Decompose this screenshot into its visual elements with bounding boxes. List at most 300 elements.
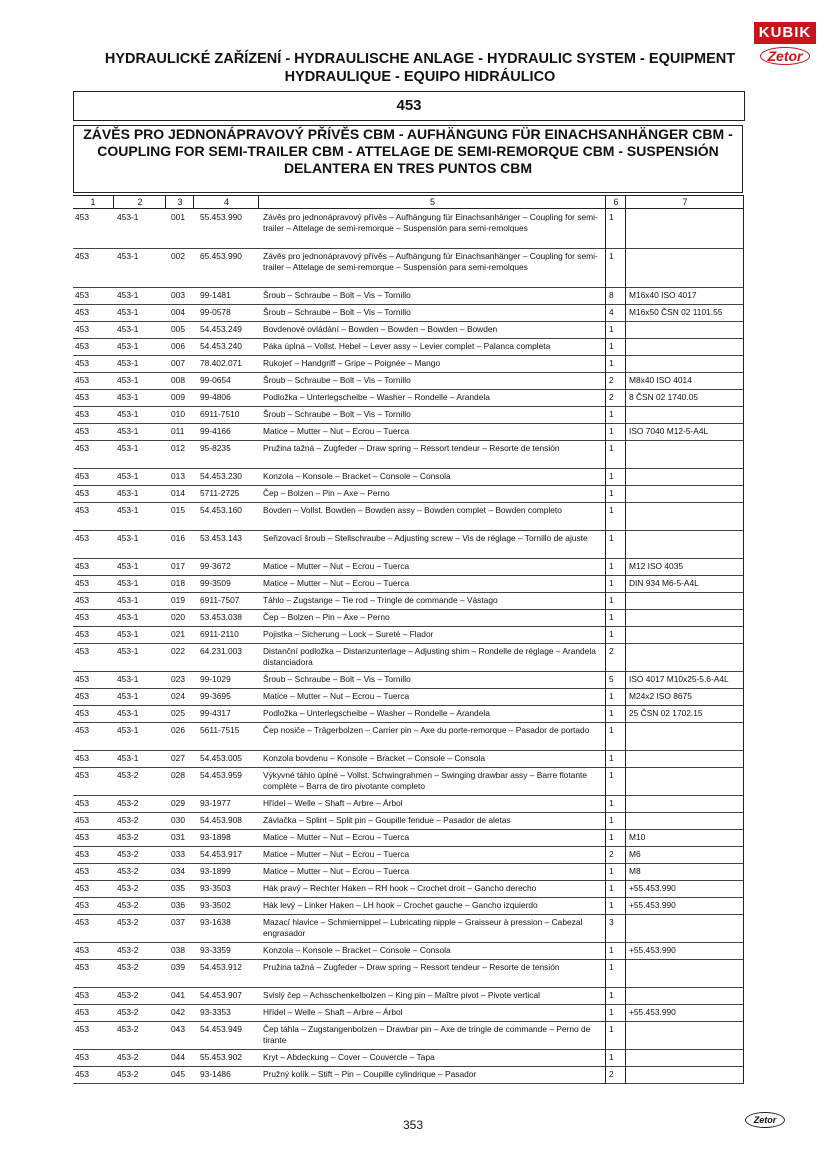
table-row — [73, 356, 743, 373]
cell-c5: Matice – Mutter – Nut – Ecrou – Tuerca — [263, 866, 410, 876]
cell-c5: Pružný kolík – Stift – Pin – Coupille cylindrique – Pasador — [263, 1069, 477, 1079]
cell-c5: Závěs pro jednonápravový přívěs – Aufhängung für Einachsanhänger – Coupling for semi-trailer – Attelage de semi-remorque – Suspensión para semi-remolques — [263, 251, 598, 272]
cell-c1: 453 — [75, 426, 89, 436]
cell-c3: 013 — [171, 471, 185, 481]
cell-c6: 1 — [609, 900, 614, 910]
cell-c5: Podložka – Unterlegscheibe – Washer – Rondelle – Arandela — [263, 708, 490, 718]
cell-c3: 004 — [171, 307, 185, 317]
cell-c3: 018 — [171, 578, 185, 588]
cell-c7: M8 — [629, 866, 641, 876]
table-row — [73, 864, 743, 881]
cell-c1: 453 — [75, 290, 89, 300]
table-row — [73, 898, 743, 915]
cell-c6: 1 — [609, 708, 614, 718]
cell-c1: 453 — [75, 753, 89, 763]
cell-c1: 453 — [75, 324, 89, 334]
table-row — [73, 407, 743, 424]
cell-c3: 007 — [171, 358, 185, 368]
table-row — [73, 305, 743, 322]
cell-c5: Matice – Mutter – Nut – Ecrou – Tuerca — [263, 691, 410, 701]
cell-c3: 009 — [171, 392, 185, 402]
cell-c4: 99-4166 — [200, 426, 231, 436]
cell-c7: ISO 7040 M12-5-A4L — [629, 426, 709, 436]
cell-c1: 453 — [75, 962, 89, 972]
cell-c7: M16x50 ČSN 02 1101.55 — [629, 307, 723, 317]
cell-c2: 453-1 — [117, 471, 139, 481]
table-row — [73, 373, 743, 390]
cell-c4: 99-1029 — [200, 674, 231, 684]
cell-c2: 453-1 — [117, 290, 139, 300]
cell-c4: 99-4806 — [200, 392, 231, 402]
table-row — [73, 322, 743, 339]
cell-c4: 54.453.959 — [200, 770, 242, 780]
cell-c1: 453 — [75, 1052, 89, 1062]
cell-c3: 022 — [171, 646, 185, 656]
cell-c5: Konzola – Konsole – Bracket – Console – Consola — [263, 945, 451, 955]
cell-c2: 453-1 — [117, 307, 139, 317]
cell-c3: 017 — [171, 561, 185, 571]
cell-c5: Podložka – Unterlegscheibe – Washer – Rondelle – Arandela — [263, 392, 490, 402]
cell-c4: 65.453.990 — [200, 251, 242, 261]
cell-c2: 453-1 — [117, 612, 139, 622]
cell-c3: 042 — [171, 1007, 185, 1017]
cell-c6: 1 — [609, 533, 614, 543]
cell-c7: DIN 934 M6-5-A4L — [629, 578, 699, 588]
cell-c5: Čep – Bolzen – Pin – Axe – Perno — [263, 488, 390, 498]
cell-c4: 93-1898 — [200, 832, 231, 842]
table-row — [73, 723, 743, 751]
cell-c5: Páka úplná – Vollst. Hebel – Lever assy – Levier complet – Palanca completa — [263, 341, 551, 351]
page-header-title — [95, 50, 745, 86]
cell-c1: 453 — [75, 691, 89, 701]
cell-c6: 1 — [609, 1007, 614, 1017]
table-row — [73, 1067, 743, 1084]
table-row — [73, 469, 743, 486]
cell-c1: 453 — [75, 1069, 89, 1079]
cell-c2: 453-1 — [117, 443, 139, 453]
cell-c6: 1 — [609, 945, 614, 955]
cell-c4: 53.453.143 — [200, 533, 242, 543]
cell-c1: 453 — [75, 409, 89, 419]
table-row — [73, 915, 743, 943]
cell-c4: 99-3509 — [200, 578, 231, 588]
cell-c4: 54.453.240 — [200, 341, 242, 351]
cell-c1: 453 — [75, 849, 89, 859]
cell-c3: 028 — [171, 770, 185, 780]
table-row — [73, 503, 743, 531]
cell-c5: Bovden – Vollst. Bowden – Bowden assy – Bowden complet – Bowden completo — [263, 505, 562, 515]
table-row — [73, 486, 743, 503]
cell-c1: 453 — [75, 251, 89, 261]
cell-c4: 93-1486 — [200, 1069, 231, 1079]
cell-c2: 453-2 — [117, 883, 139, 893]
cell-c5: Pojistka – Sicherung – Lock – Sureté – Flador — [263, 629, 434, 639]
subtitle-line2: COUPLING FOR SEMI-TRAILER CBM - ATTELAGE DE SEMI-REMORQUE CBM - SUSPENSIÓN — [97, 143, 719, 159]
cell-c2: 453-1 — [117, 341, 139, 351]
table-row — [73, 847, 743, 864]
cell-c1: 453 — [75, 832, 89, 842]
cell-c6: 1 — [609, 691, 614, 701]
cell-c5: Seřizovací šroub – Stellschraube – Adjusting screw – Vis de réglage – Tornillo de ajuste — [263, 533, 588, 543]
table-row — [73, 796, 743, 813]
cell-c4: 5611-7515 — [200, 725, 240, 735]
cell-c5: Šroub – Schraube – Bolt – Vis – Tornillo — [263, 307, 411, 317]
cell-c6: 1 — [609, 251, 614, 261]
cell-c1: 453 — [75, 945, 89, 955]
cell-c5: Kryt – Abdeckung – Cover – Couvercle – Tapa — [263, 1052, 435, 1062]
cell-c5: Šroub – Schraube – Bolt – Vis – Tornillo — [263, 375, 411, 385]
table-row — [73, 943, 743, 960]
cell-c3: 021 — [171, 629, 185, 639]
cell-c2: 453-2 — [117, 849, 139, 859]
cell-c3: 020 — [171, 612, 185, 622]
cell-c5: Čep nosiče – Trägerbolzen – Carrier pin – Axe du porte-remorque – Pasador de portado — [263, 725, 590, 735]
cell-c3: 006 — [171, 341, 185, 351]
cell-c3: 026 — [171, 725, 185, 735]
table-row — [73, 288, 743, 305]
cell-c5: Mazací hlavice – Schmiernippel – Lubricating nipple – Graisseur à pression – Cabezal engrasador — [263, 917, 583, 938]
cell-c1: 453 — [75, 578, 89, 588]
cell-c1: 453 — [75, 488, 89, 498]
cell-c1: 453 — [75, 358, 89, 368]
cell-c2: 453-2 — [117, 815, 139, 825]
cell-c2: 453-1 — [117, 409, 139, 419]
cell-c7: M12 ISO 4035 — [629, 561, 684, 571]
cell-c3: 031 — [171, 832, 185, 842]
cell-c1: 453 — [75, 595, 89, 605]
cell-c5: Matice – Mutter – Nut – Ecrou – Tuerca — [263, 849, 410, 859]
cell-c3: 037 — [171, 917, 185, 927]
cell-c4: 54.453.160 — [200, 505, 242, 515]
cell-c7: 8 ČSN 02 1740.05 — [629, 392, 698, 402]
cell-c3: 043 — [171, 1024, 185, 1034]
cell-c1: 453 — [75, 900, 89, 910]
cell-c3: 035 — [171, 883, 185, 893]
cell-c7: +55.453.990 — [629, 945, 676, 955]
cell-c4: 93-3353 — [200, 1007, 231, 1017]
cell-c2: 453-1 — [117, 375, 139, 385]
table-row — [73, 390, 743, 407]
cell-c3: 011 — [171, 426, 185, 436]
cell-c1: 453 — [75, 815, 89, 825]
cell-c6: 2 — [609, 375, 614, 385]
cell-c6: 1 — [609, 866, 614, 876]
column-rule — [743, 195, 744, 1084]
cell-c2: 453-1 — [117, 578, 139, 588]
cell-c1: 453 — [75, 505, 89, 515]
cell-c2: 453-1 — [117, 629, 139, 639]
cell-c5: Matice – Mutter – Nut – Ecrou – Tuerca — [263, 578, 410, 588]
cell-c3: 038 — [171, 945, 185, 955]
section-number: 453 — [73, 91, 745, 121]
cell-c2: 453-2 — [117, 1069, 139, 1079]
col-header-1: 1 — [90, 197, 96, 207]
cell-c5: Matice – Mutter – Nut – Ecrou – Tuerca — [263, 561, 410, 571]
cell-c1: 453 — [75, 1007, 89, 1017]
cell-c6: 1 — [609, 488, 614, 498]
cell-c2: 453-1 — [117, 505, 139, 515]
header-title-line1: HYDRAULICKÉ ZAŘÍZENÍ - HYDRAULISCHE ANLAGE - HYDRAULIC SYSTEM - EQUIPMENT — [104, 51, 736, 67]
cell-c3: 030 — [171, 815, 185, 825]
cell-c4: 54.453.249 — [200, 324, 242, 334]
cell-c2: 453-1 — [117, 324, 139, 334]
cell-c2: 453-2 — [117, 917, 139, 927]
cell-c2: 453-1 — [117, 358, 139, 368]
table-row — [73, 706, 743, 723]
cell-c5: Konzola – Konsole – Bracket – Console – Consola — [263, 471, 451, 481]
cell-c4: 95-8235 — [200, 443, 231, 453]
cell-c5: Bovdenové ovládání – Bowden – Bowden – Bowden – Bowden — [263, 324, 498, 334]
logo-sub: Zetor — [760, 47, 810, 65]
cell-c1: 453 — [75, 375, 89, 385]
cell-c1: 453 — [75, 798, 89, 808]
cell-c4: 55.453.990 — [200, 212, 242, 222]
table-row — [73, 424, 743, 441]
cell-c2: 453-1 — [117, 708, 139, 718]
cell-c1: 453 — [75, 1024, 89, 1034]
col-header-5: 5 — [258, 196, 606, 208]
cell-c6: 1 — [609, 629, 614, 639]
cell-c6: 1 — [609, 358, 614, 368]
cell-c2: 453-2 — [117, 798, 139, 808]
table-row — [73, 210, 743, 249]
cell-c7: +55.453.990 — [629, 883, 676, 893]
cell-c1: 453 — [75, 866, 89, 876]
cell-c1: 453 — [75, 725, 89, 735]
cell-c6: 1 — [609, 815, 614, 825]
footer-zetor-logo: Zetor — [745, 1112, 785, 1128]
cell-c3: 044 — [171, 1052, 185, 1062]
cell-c1: 453 — [75, 917, 89, 927]
table-row — [73, 1050, 743, 1067]
table-row — [73, 813, 743, 830]
cell-c2: 453-1 — [117, 646, 139, 656]
cell-c4: 54.453.917 — [200, 849, 242, 859]
cell-c5: Šroub – Schraube – Bolt – Vis – Tornillo — [263, 674, 411, 684]
cell-c2: 453-1 — [117, 212, 139, 222]
cell-c4: 99-3695 — [200, 691, 231, 701]
cell-c6: 2 — [609, 849, 614, 859]
cell-c6: 1 — [609, 505, 614, 515]
cell-c3: 001 — [171, 212, 185, 222]
cell-c2: 453-1 — [117, 674, 139, 684]
cell-c3: 045 — [171, 1069, 185, 1079]
cell-c3: 036 — [171, 900, 185, 910]
column-rule — [625, 195, 626, 1084]
section-subtitle — [73, 125, 743, 193]
table-row — [73, 610, 743, 627]
cell-c4: 54.453.908 — [200, 815, 242, 825]
cell-c6: 1 — [609, 770, 614, 780]
cell-c1: 453 — [75, 629, 89, 639]
cell-c1: 453 — [75, 770, 89, 780]
cell-c6: 1 — [609, 753, 614, 763]
cell-c6: 1 — [609, 443, 614, 453]
cell-c3: 012 — [171, 443, 185, 453]
table-row — [73, 689, 743, 706]
cell-c1: 453 — [75, 883, 89, 893]
cell-c4: 54.453.912 — [200, 962, 242, 972]
table-row — [73, 593, 743, 610]
cell-c7: +55.453.990 — [629, 900, 676, 910]
cell-c2: 453-1 — [117, 426, 139, 436]
cell-c2: 453-1 — [117, 251, 139, 261]
cell-c5: Pružina tažná – Zugfeder – Draw spring – Ressort tendeur – Resorte de tensión — [263, 962, 560, 972]
cell-c2: 453-1 — [117, 725, 139, 735]
col-header-4: 4 — [193, 196, 259, 208]
cell-c5: Svislý čep – Achsschenkelbolzen – King pin – Maître pivot – Pivote vertical — [263, 990, 540, 1000]
cell-c4: 78.402.071 — [200, 358, 242, 368]
column-rule — [605, 195, 606, 1084]
cell-c4: 99-4317 — [200, 708, 231, 718]
cell-c5: Pružina tažná – Zugfeder – Draw spring – Ressort tendeur – Resorte de tensión — [263, 443, 560, 453]
cell-c2: 453-2 — [117, 1024, 139, 1034]
cell-c1: 453 — [75, 561, 89, 571]
cell-c4: 55.453.902 — [200, 1052, 242, 1062]
cell-c6: 2 — [609, 646, 614, 656]
cell-c6: 1 — [609, 578, 614, 588]
cell-c6: 1 — [609, 561, 614, 571]
table-row — [73, 830, 743, 847]
table-row — [73, 768, 743, 796]
cell-c3: 014 — [171, 488, 185, 498]
cell-c4: 54.453.949 — [200, 1024, 242, 1034]
cell-c7: M8x40 ISO 4014 — [629, 375, 692, 385]
cell-c2: 453-2 — [117, 866, 139, 876]
logo-brand: KUBIK — [754, 22, 816, 44]
cell-c1: 453 — [75, 392, 89, 402]
cell-c6: 1 — [609, 341, 614, 351]
table-row — [73, 576, 743, 593]
cell-c6: 2 — [609, 1069, 614, 1079]
cell-c1: 453 — [75, 307, 89, 317]
cell-c5: Závěs pro jednonápravový přívěs – Aufhängung für Einachsanhänger – Coupling for semi-trailer – Attelage de semi-remorque – Suspensión para semi-remolques — [263, 212, 598, 233]
cell-c4: 93-3502 — [200, 900, 231, 910]
kubik-zetor-logo — [754, 14, 816, 70]
table-row — [73, 339, 743, 356]
cell-c6: 8 — [609, 290, 614, 300]
table-row — [73, 249, 743, 288]
cell-c5: Výkyvné táhlo úplné – Vollst. Schwingrahmen – Swinging drawbar assy – Barre flotante complète – Barra de tiro pivotante completo — [263, 770, 588, 791]
cell-c6: 1 — [609, 1052, 614, 1062]
subtitle-line3: DELANTERA EN TRES PUNTOS CBM — [283, 160, 533, 176]
cell-c6: 1 — [609, 798, 614, 808]
cell-c6: 1 — [609, 962, 614, 972]
cell-c6: 1 — [609, 212, 614, 222]
table-row — [73, 960, 743, 988]
col-header-3: 3 — [165, 196, 194, 208]
cell-c3: 005 — [171, 324, 185, 334]
cell-c6: 1 — [609, 990, 614, 1000]
cell-c5: Závlačka – Splint – Split pin – Goupille fendue – Pasador de aletas — [263, 815, 511, 825]
cell-c5: Čep táhla – Zugstangenbolzen – Drawbar pin – Axe de tringle de commande – Perno de tirante — [263, 1024, 591, 1045]
col-header-7: 7 — [625, 196, 744, 208]
cell-c5: Distanční podložka – Distanzunterlage – Adjusting shim – Rondelle de réglage – Arandela distanciadora — [263, 646, 596, 667]
cell-c3: 027 — [171, 753, 185, 763]
cell-c4: 53.453.038 — [200, 612, 242, 622]
cell-c1: 453 — [75, 212, 89, 222]
cell-c2: 453-2 — [117, 1052, 139, 1062]
cell-c2: 453-2 — [117, 1007, 139, 1017]
cell-c3: 003 — [171, 290, 185, 300]
cell-c5: Hák levý – Linker Haken – LH hook – Crochet gauche – Gancho izquierdo — [263, 900, 538, 910]
cell-c6: 1 — [609, 324, 614, 334]
cell-c1: 453 — [75, 990, 89, 1000]
cell-c4: 99-0654 — [200, 375, 231, 385]
cell-c2: 453-1 — [117, 533, 139, 543]
col-header-2: 2 — [113, 196, 166, 208]
page-number: 353 — [402, 1118, 424, 1132]
table-row — [73, 627, 743, 644]
cell-c1: 453 — [75, 674, 89, 684]
cell-c6: 1 — [609, 471, 614, 481]
cell-c6: 1 — [609, 1024, 614, 1034]
cell-c5: Matice – Mutter – Nut – Ecrou – Tuerca — [263, 832, 410, 842]
cell-c7: ISO 4017 M10x25-5.6-A4L — [629, 674, 729, 684]
table-row — [73, 1022, 743, 1050]
cell-c1: 453 — [75, 341, 89, 351]
cell-c4: 99-1481 — [200, 290, 231, 300]
cell-c5: Táhlo – Zugstange – Tie rod – Tringle de commande – Vástago — [263, 595, 498, 605]
header-title-line2: HYDRAULIQUE - EQUIPO HIDRÁULICO — [284, 69, 556, 85]
cell-c3: 024 — [171, 691, 185, 701]
cell-c3: 016 — [171, 533, 185, 543]
cell-c1: 453 — [75, 612, 89, 622]
cell-c5: Hřídel – Welle – Shaft – Arbre – Árbol — [263, 798, 403, 808]
cell-c2: 453-1 — [117, 392, 139, 402]
cell-c5: Šroub – Schraube – Bolt – Vis – Tornillo — [263, 290, 411, 300]
cell-c4: 93-3359 — [200, 945, 231, 955]
cell-c2: 453-2 — [117, 990, 139, 1000]
cell-c4: 54.453.005 — [200, 753, 242, 763]
cell-c4: 93-1638 — [200, 917, 231, 927]
table-row — [73, 1005, 743, 1022]
cell-c3: 023 — [171, 674, 185, 684]
cell-c1: 453 — [75, 471, 89, 481]
cell-c6: 1 — [609, 612, 614, 622]
cell-c6: 1 — [609, 426, 614, 436]
table-row — [73, 672, 743, 689]
cell-c7: M16x40 ISO 4017 — [629, 290, 697, 300]
table-row — [73, 751, 743, 768]
cell-c5: Rukojeť – Handgriff – Gripe – Poignée – Mango — [263, 358, 441, 368]
cell-c3: 008 — [171, 375, 185, 385]
cell-c7: M10 — [629, 832, 646, 842]
cell-c4: 64.231.003 — [200, 646, 242, 656]
cell-c4: 99-0578 — [200, 307, 231, 317]
table-row — [73, 881, 743, 898]
cell-c6: 1 — [609, 725, 614, 735]
cell-c6: 1 — [609, 883, 614, 893]
cell-c5: Konzola bovdenu – Konsole – Bracket – Console – Consola — [263, 753, 486, 763]
cell-c3: 015 — [171, 505, 185, 515]
cell-c4: 6911-2110 — [200, 629, 239, 639]
cell-c7: M24x2 ISO 8675 — [629, 691, 692, 701]
cell-c4: 5711-2725 — [200, 488, 240, 498]
cell-c4: 54.453.907 — [200, 990, 242, 1000]
cell-c2: 453-1 — [117, 488, 139, 498]
cell-c1: 453 — [75, 646, 89, 656]
cell-c7: 25 ČSN 02 1702.15 — [629, 708, 703, 718]
cell-c4: 99-3672 — [200, 561, 231, 571]
col-header-6: 6 — [605, 196, 626, 208]
cell-c3: 033 — [171, 849, 185, 859]
cell-c4: 54.453.230 — [200, 471, 242, 481]
cell-c6: 5 — [609, 674, 614, 684]
cell-c2: 453-2 — [117, 770, 139, 780]
cell-c4: 93-1899 — [200, 866, 231, 876]
cell-c3: 041 — [171, 990, 185, 1000]
